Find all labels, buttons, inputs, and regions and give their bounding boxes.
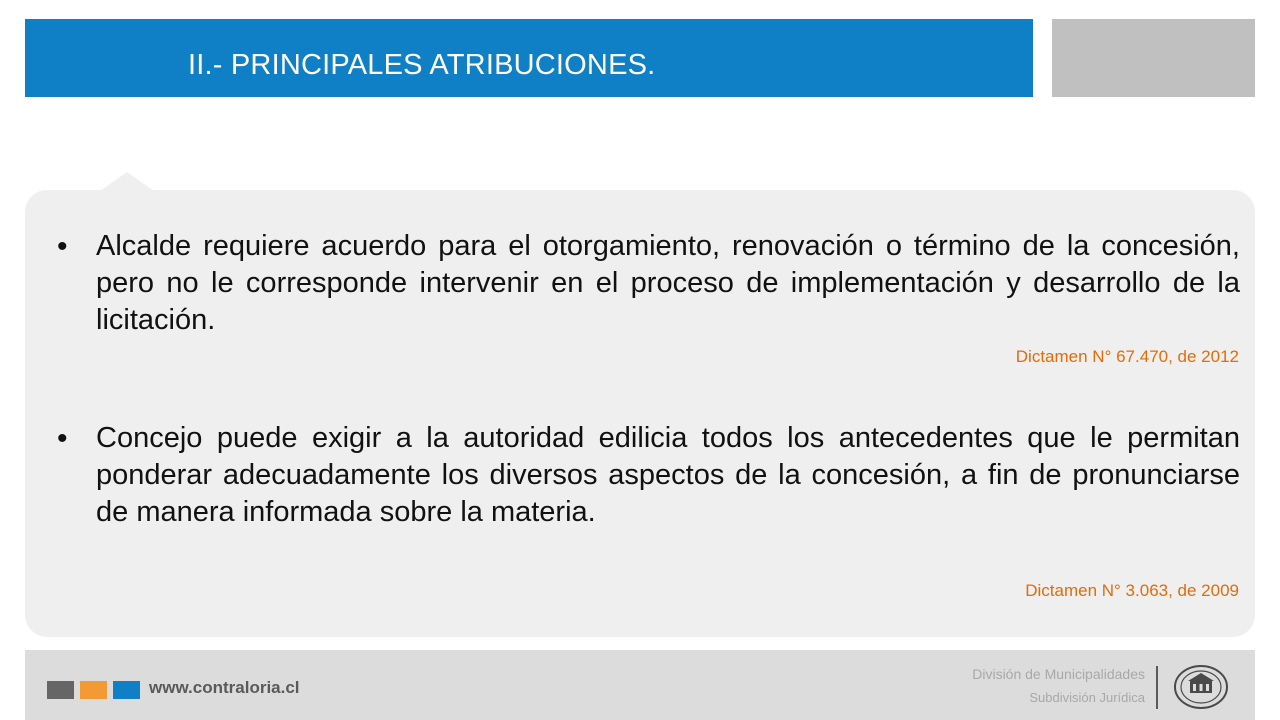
footer-square-gray [47,681,74,699]
footer [25,650,1255,720]
footer-division: División de Municipalidades [972,666,1145,682]
footer-square-orange [80,681,107,699]
footer-subdivision: Subdivisión Jurídica [1029,690,1145,705]
header-bar [25,19,1033,97]
footer-url-link[interactable]: www.contraloria.cl [149,678,300,697]
citation-2: Dictamen N° 3.063, de 2009 [1025,581,1239,600]
footer-square-blue [113,681,140,699]
bullet-text-2: Concejo puede exigir a la autoridad edilicia todos los antecedentes que le permitan ponderar adecuadamente los diversos aspectos de la concesión, a fin de pronunciarse de manera informada sobre la materia. [96,422,1240,528]
bullet-item-1 [57,228,1240,339]
footer-divider [1156,666,1158,709]
header-gray-block [1052,19,1255,97]
bullet-item-2 [57,420,1240,531]
contraloria-seal-icon [1173,664,1229,710]
bullet-text-1: Alcalde requiere acuerdo para el otorgamiento, renovación o término de la concesión, pero no le corresponde intervenir en el proceso de implementación y desarrollo de la licitación. [96,230,1240,336]
citation-1: Dictamen N° 67.470, de 2012 [1015,347,1239,366]
bullet-icon: • [57,230,68,263]
bullet-icon: • [57,422,68,455]
panel-notch [100,172,154,191]
slide-title: II.- PRINCIPALES ATRIBUCIONES. [188,49,656,81]
